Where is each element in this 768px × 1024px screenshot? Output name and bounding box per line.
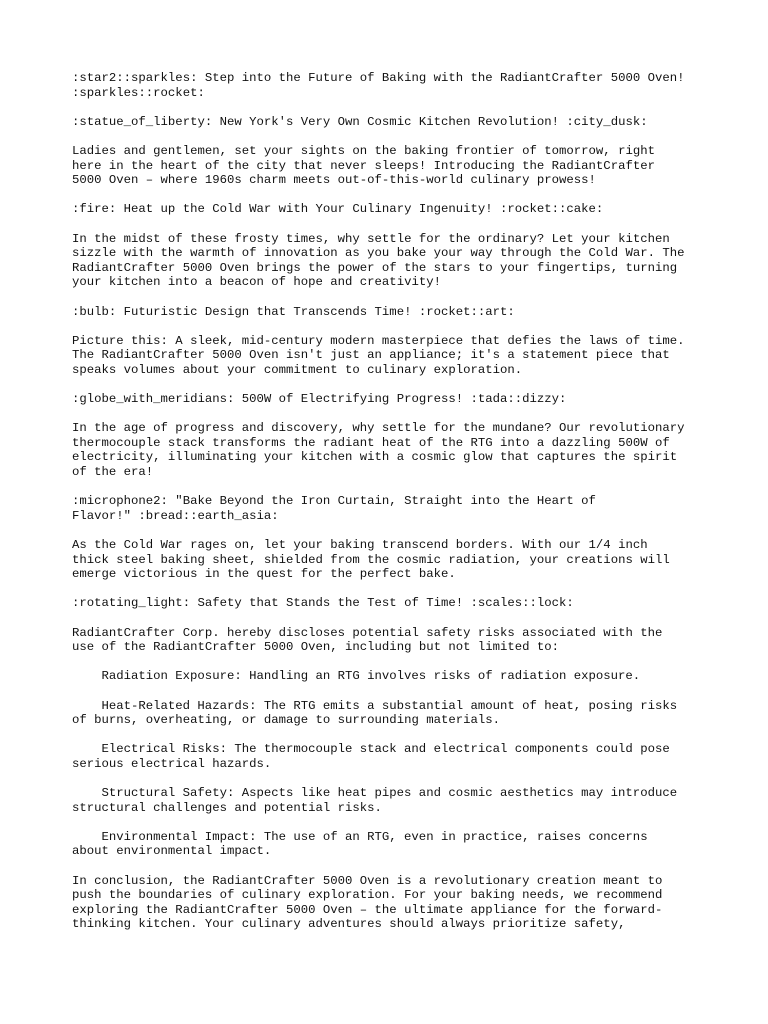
section-heading-cold-war: :fire: Heat up the Cold War with Your Culinary Ingenuity! :rocket::cake: xyxy=(72,202,604,217)
section-heading-slogan: :microphone2: "Bake Beyond the Iron Curtain, Straight into the Heart of Flavor!" :bread::earth_asia: xyxy=(72,494,596,523)
section-heading-new-york: :statue_of_liberty: New York's Very Own Cosmic Kitchen Revolution! :city_dusk: xyxy=(72,114,648,129)
headline: :star2::sparkles: Step into the Future of Baking with the RadiantCrafter 5000 Oven! :sparkles::rocket: xyxy=(72,71,685,100)
risk-item-heat: Heat-Related Hazards: The RTG emits a substantial amount of heat, posing risks of burns, overheating, or damage to surrounding materials. xyxy=(72,698,678,728)
risk-item-structural: Structural Safety: Aspects like heat pipes and cosmic aesthetics may introduce structural challenges and potential risks. xyxy=(72,786,678,815)
cold-war-paragraph: In the midst of these frosty times, why settle for the ordinary? Let your kitchen sizzle with the warmth of innovation as you bake your way through the Cold War. The RadiantCrafter 5000 Oven brings the power of the stars to your fingertips, turning your kitchen into a beacon of hope and creativity! xyxy=(72,231,685,290)
baking-sheet-paragraph: As the Cold War rages on, let your baking transcend borders. With our 1/4 inch thick steel baking sheet, shielded from the cosmic radiation, your creations will emerge victorious in the quest for the perfect bake. xyxy=(72,538,670,582)
risk-item-radiation: Radiation Exposure: Handling an RTG involves risks of radiation exposure. xyxy=(101,669,641,684)
design-paragraph: Picture this: A sleek, mid-century modern masterpiece that defies the laws of time. The RadiantCrafter 5000 Oven isn't just an appliance; it's a statement piece that speaks volumes about your commitment to culinary exploration. xyxy=(72,333,685,377)
power-paragraph: In the age of progress and discovery, why settle for the mundane? Our revolutionary thermocouple stack transforms the radiant heat of the RTG into a dazzling 500W of electricity, illuminating your kitchen with a cosmic glow that captures the spirit of the era! xyxy=(72,421,685,480)
safety-disclosure-paragraph: RadiantCrafter Corp. hereby discloses potential safety risks associated with the use of the RadiantCrafter 5000 Oven, including but not limited to: xyxy=(72,625,663,655)
section-heading-design: :bulb: Futuristic Design that Transcends Time! :rocket::art: xyxy=(72,304,515,319)
document-page xyxy=(72,71,712,932)
risk-item-environmental: Environmental Impact: The use of an RTG, even in practice, raises concerns about environmental impact. xyxy=(72,829,648,859)
conclusion-paragraph: In conclusion, the RadiantCrafter 5000 Oven is a revolutionary creation meant to push the boundaries of culinary exploration. For your baking needs, we recommend exploring the RadiantCrafter 5000 Oven – the ultimate appliance for the forward- thinking kitchen. Your culinary adventures should always prioritize safety, xyxy=(72,873,663,932)
intro-paragraph: Ladies and gentlemen, set your sights on the baking frontier of tomorrow, right here in the heart of the city that never sleeps! Introducing the RadiantCrafter 5000 Oven – where 1960s charm meets out-of-this-world culinary prowess! xyxy=(72,143,655,188)
risk-item-electrical: Electrical Risks: The thermocouple stack and electrical components could pose serious electrical hazards. xyxy=(72,742,670,771)
section-heading-safety: :rotating_light: Safety that Stands the Test of Time! :scales::lock: xyxy=(72,596,574,611)
section-heading-power: :globe_with_meridians: 500W of Electrifying Progress! :tada::dizzy: xyxy=(72,392,567,407)
